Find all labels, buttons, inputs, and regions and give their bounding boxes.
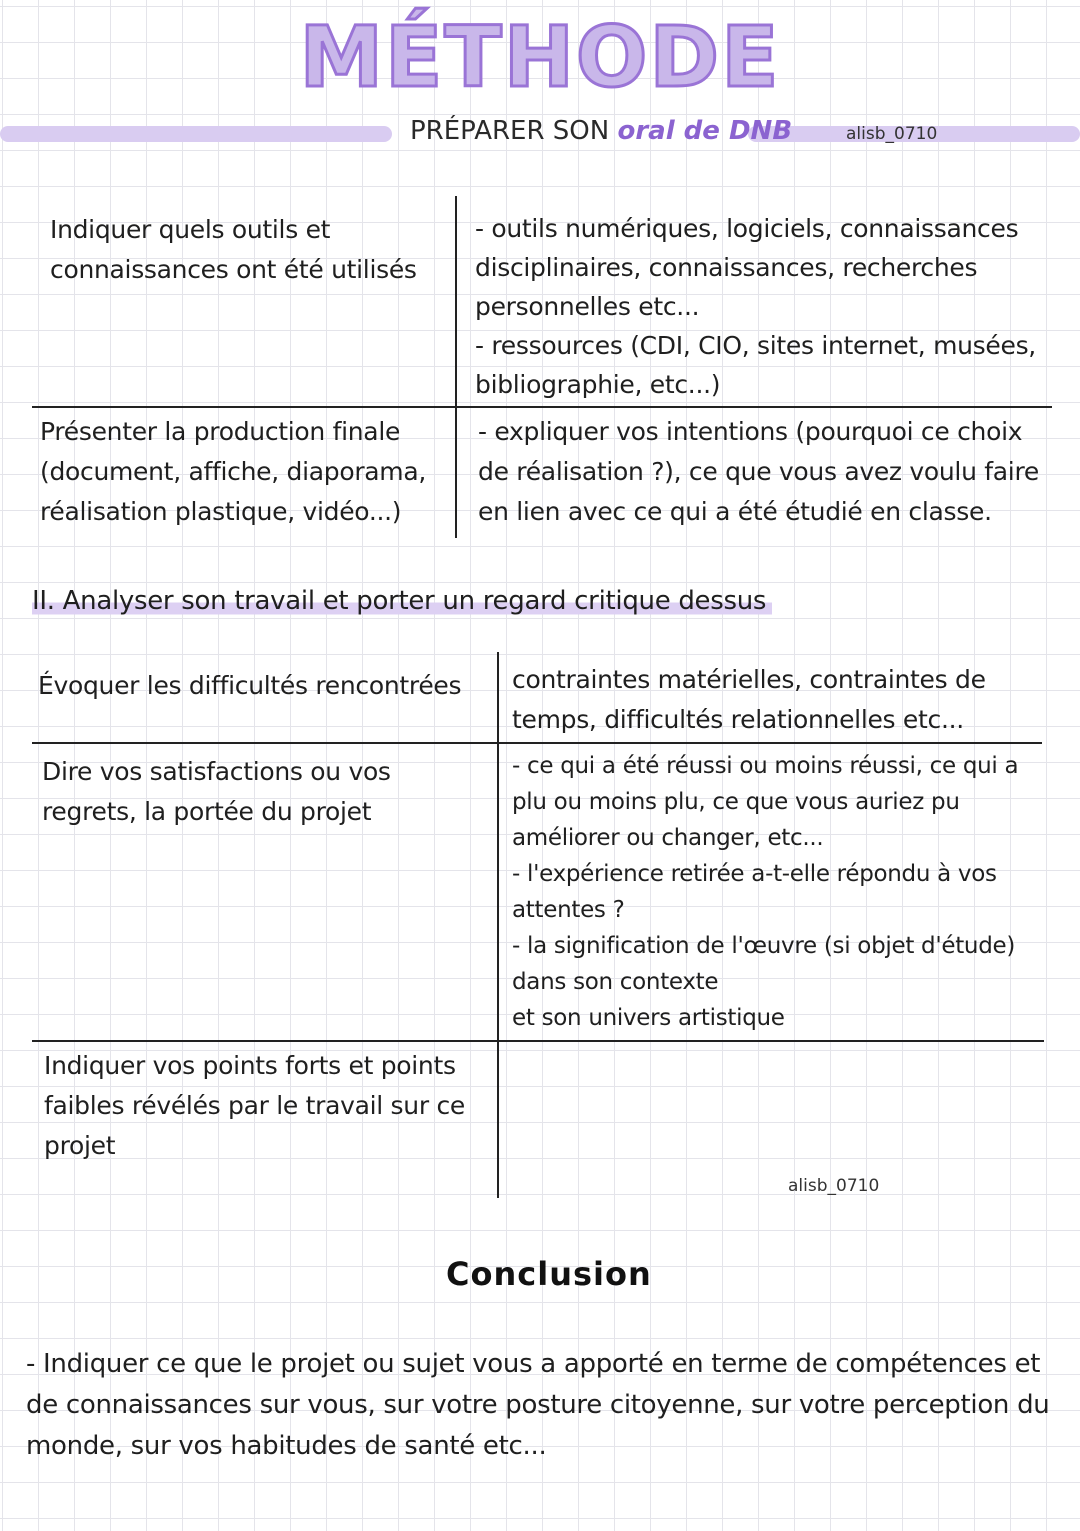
conclusion-title: Conclusion bbox=[446, 1255, 652, 1293]
table1-row2-details bbox=[478, 412, 1058, 532]
table2-row1-line1: contraintes matérielles, contraintes de temps, difficultés relationnelles etc... bbox=[512, 665, 986, 734]
table2-row2-line3: - la signification de l'œuvre (si objet d'étude) dans son contexte bbox=[512, 933, 1016, 995]
table1-row1-details bbox=[475, 209, 1060, 404]
table2-row2-line2: - l'expérience retirée a-t-elle répondu à vos attentes ? bbox=[512, 861, 997, 923]
table2-divider bbox=[497, 652, 499, 1198]
page-subtitle bbox=[410, 116, 792, 146]
table1-row1-line2: - ressources (CDI, CIO, sites internet, musées, bibliographie, etc...) bbox=[475, 331, 1036, 399]
table2-row2-label: Dire vos satisfactions ou vos regrets, la portée du projet bbox=[42, 757, 391, 826]
table1-row1-label: Indiquer quels outils et connaissances ont été utilisés bbox=[50, 215, 417, 284]
section-2-title: II. Analyser son travail et porter un regard critique dessus bbox=[32, 586, 772, 616]
page-title: MÉTHODE bbox=[299, 8, 781, 106]
conclusion-text: - Indiquer ce que le projet ou sujet vous a apporté en terme de compétences et de connaissances sur vous, sur votre posture citoyenne, sur votre perception du monde, sur vos habitudes de santé etc... bbox=[26, 1349, 1050, 1461]
table1-row2-line1: - expliquer vos intentions (pourquoi ce choix de réalisation ?), ce que vous avez voulu faire en lien avec ce qui a été étudié en classe. bbox=[478, 417, 1039, 526]
subtitle-accent: oral de DNB bbox=[617, 116, 793, 146]
author-handle-2: alisb_0710 bbox=[788, 1176, 880, 1196]
table2-row2-details bbox=[512, 748, 1057, 1036]
table2-row2-line4: et son univers artistique bbox=[512, 1005, 785, 1031]
table2-row-separator-1 bbox=[32, 742, 1042, 744]
author-handle: alisb_0710 bbox=[846, 124, 938, 144]
table1-row2-label: Présenter la production finale (document, affiche, diaporama, réalisation plastique, vidéo...) bbox=[40, 417, 427, 526]
table2-row3-label: Indiquer vos points forts et points faibles révélés par le travail sur ce projet bbox=[44, 1051, 465, 1160]
table1-row-separator bbox=[32, 406, 1052, 408]
header-band-left bbox=[0, 126, 392, 142]
table2-row-separator-2 bbox=[32, 1040, 1044, 1042]
table2-row1-label: Évoquer les difficultés rencontrées bbox=[38, 671, 462, 700]
table2-row2-line1: - ce qui a été réussi ou moins réussi, ce qui a plu ou moins plu, ce que vous auriez pu améliorer ou changer, etc... bbox=[512, 753, 1019, 851]
table2-row1-details bbox=[512, 660, 1072, 740]
subtitle-prefix: PRÉPARER SON bbox=[410, 116, 610, 146]
table1-divider bbox=[455, 196, 457, 538]
table1-row1-line1: - outils numériques, logiciels, connaissances disciplinaires, connaissances, recherches personnelles etc... bbox=[475, 214, 1019, 321]
